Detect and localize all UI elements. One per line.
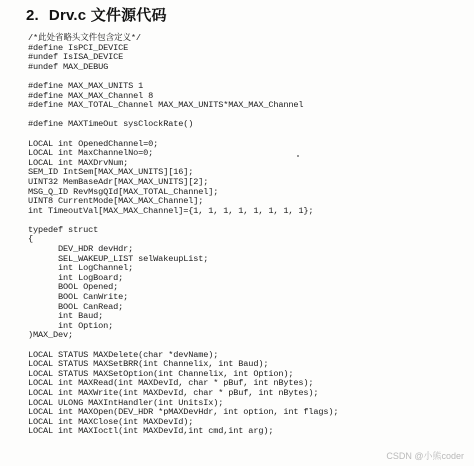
code-line: LOCAL int MAXIoctl(int MAXDevId,int cmd,int arg); — [28, 426, 274, 437]
code-line: LOCAL int MAXOpen(DEV_HDR *pMAXDevHdr, int option, int flags); — [28, 407, 339, 418]
code-line: LOCAL int MAXDrvNum; — [28, 157, 129, 168]
section-title: Drv.c 文件源代码 — [48, 7, 167, 24]
code-line: )MAX_Dev; — [28, 330, 74, 341]
code-line: int LogBoard; — [28, 272, 124, 283]
code-line: LOCAL STATUS MAXSetOption(int Channelix, int Option); — [28, 368, 294, 379]
code-line: #define IsPCI_DEVICE — [28, 42, 129, 53]
code-line: #define MAX_MAX_Channel 8 — [28, 90, 154, 101]
code-line: LOCAL int MAXClose(int MAXDevId); — [28, 416, 194, 427]
section-number: 2. — [26, 7, 39, 24]
code-line: /*此处省略头文件包含定义*/ — [28, 33, 141, 43]
code-line: typedef struct — [28, 224, 99, 235]
code-line: #define MAXTimeOut sysClockRate() — [28, 119, 194, 130]
code-line: int Baud; — [28, 311, 104, 322]
code-line: #undef MAX_DEBUG — [28, 61, 109, 72]
code-line: BOOL Opened; — [28, 282, 119, 293]
code-line: LOCAL int MaxChannelNo=0; — [28, 148, 154, 159]
code-line: BOOL CanRead; — [28, 301, 124, 312]
code-line: LOCAL STATUS MAXSetBRR(int Channelix, int Baud); — [28, 359, 269, 370]
code-line: LOCAL int OpenedChannel=0; — [28, 138, 159, 149]
code-line: #define MAX_MAX_UNITS 1 — [28, 80, 144, 91]
csdn-watermark: CSDN @小熊coder — [386, 451, 464, 461]
code-line: LOCAL int MAXRead(int MAXDevId, char * pBuf, int nBytes); — [28, 378, 314, 389]
scan-speck — [297, 155, 299, 157]
code-line: LOCAL int MAXWrite(int MAXDevId, char * pBuf, int nBytes); — [28, 387, 319, 398]
code-line: { — [28, 234, 34, 245]
code-line: BOOL CanWrite; — [28, 292, 129, 303]
code-line: LOCAL ULONG MAXIntHandler(int UnitsIx); — [28, 397, 224, 408]
code-line: int Option; — [28, 320, 114, 331]
code-line: #define MAX_TOTAL_Channel MAX_MAX_UNITS*MAX_MAX_Channel — [28, 100, 304, 111]
code-line: SEL_WAKEUP_LIST selWakeupList; — [28, 253, 209, 264]
code-line: LOCAL STATUS MAXDelete(char *devName); — [28, 349, 219, 360]
code-line: SEM_ID IntSem[MAX_MAX_UNITS][16]; — [28, 167, 194, 178]
code-line: int LogChannel; — [28, 263, 134, 274]
source-code-block — [28, 34, 468, 437]
code-line: UINT32 MemBaseAdr[MAX_MAX_UNITS][2]; — [28, 176, 209, 187]
code-line: #undef IsISA_DEVICE — [28, 52, 124, 63]
code-line: UINT8 CurrentMode[MAX_MAX_Channel]; — [28, 196, 204, 207]
code-line: DEV_HDR devHdr; — [28, 244, 134, 255]
section-heading — [26, 4, 167, 25]
code-line: MSG_Q_ID RevMsgQId[MAX_TOTAL_Channel]; — [28, 186, 219, 197]
code-line: int TimeoutVal[MAX_MAX_Channel]={1, 1, 1, 1, 1, 1, 1, 1}; — [28, 205, 314, 216]
